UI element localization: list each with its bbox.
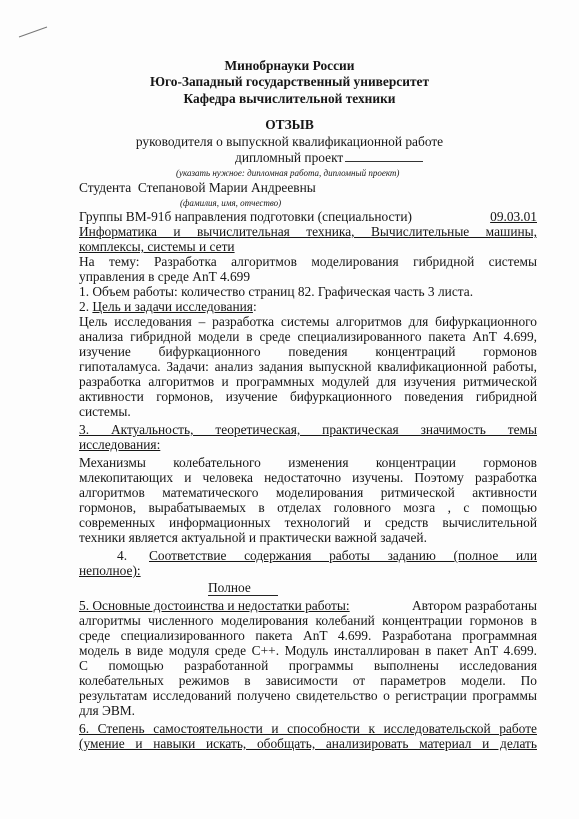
section-2-line: системы. — [79, 404, 131, 419]
direction-name-line2: комплексы, системы и сети — [79, 239, 235, 254]
section-5-heading: 5. Основные достоинства и недостатки работы: — [79, 598, 350, 613]
section-5-line: среде специализированного пакета AnT 4.699. Разработана программная — [79, 628, 537, 643]
section-2-heading: 2. Цель и задачи исследования: — [79, 299, 257, 314]
section-2-line: изучение бифуркационного поведения концентраций гормонов — [79, 344, 537, 359]
section-4-number: 4. — [117, 548, 128, 563]
section-5-first-line — [79, 598, 537, 613]
section-5-line: С помощью разработанной программы выполнены исследования — [79, 658, 537, 673]
group-line — [79, 209, 537, 224]
work-type-field — [235, 150, 423, 165]
section-5-line: для ЭВМ. — [79, 703, 136, 718]
section-1-volume: 1. Объем работы: количество страниц 82. Графическая часть 3 листа. — [79, 284, 474, 299]
section-2-line: активности гормонов, изучение бифуркационного поведения гибридной — [79, 389, 537, 404]
section-4-answer-value: Полное — [208, 580, 278, 596]
section-3-line: гормонов, вырабатываемых в отделах головного мозга , с помощью — [79, 500, 537, 515]
pen-stroke-mark — [18, 26, 48, 38]
section-5-line: Автором разработаны — [411, 598, 537, 613]
section-2-line: анализа гибридной модели в среде специализированного пакета AnT 4.699, — [79, 329, 537, 344]
section-2-line: Цель исследования – разработка системы алгоритмов для бифуркационного — [79, 314, 537, 329]
topic-line2: управления в среде AnT 4.699 — [79, 269, 251, 284]
section-4-answer — [208, 580, 278, 596]
section-4-heading-line1: Соответствие содержания работы заданию (полное или — [149, 548, 537, 563]
section-3-line: техники является актуальной и практически важной задачей. — [79, 530, 427, 545]
section-3-heading-line2: исследования: — [79, 437, 161, 452]
student-line — [79, 180, 316, 195]
section-3-line: современных информационных технологий и средств вычислительной — [79, 515, 537, 530]
section-6-heading-line1: 6. Степень самостоятельности и способности к исследовательской работе — [79, 721, 537, 736]
student-label: Студента — [79, 180, 132, 195]
section-3-line: млекопитающих и человека недостаточно изучены. Поэтому разработка — [79, 470, 537, 485]
section-3-line: Механизмы колебательного изменения концентрации гормонов — [79, 455, 537, 470]
ministry-name: Минобрнауки России — [224, 58, 355, 73]
section-3-heading-line1: 3. Актуальность, теоретическая, практическая значимость темы — [79, 422, 537, 437]
section-3-line: алгоритмов математического моделирования ритмической активности — [79, 485, 537, 500]
direction-name-line1: Информатика и вычислительная техника, Вычислительные машины, — [79, 224, 537, 239]
section-2-line: разработка алгоритмов и программных модулей для изучения ритмической — [79, 374, 537, 389]
student-name: Степановой Марии Андреевны — [137, 180, 316, 195]
direction-code: 09.03.01 — [490, 209, 537, 224]
section-4-heading-line2: неполное): — [79, 563, 141, 578]
work-type-hint: (указать нужное: дипломная работа, дипломный проект) — [176, 168, 400, 178]
section-5-line: результатам исследований получено свидетельство о регистрации программы — [79, 688, 537, 703]
department-name: Кафедра вычислительной техники — [183, 91, 396, 106]
group-prefix: Группы ВМ-91б направления подготовки (специальности) — [79, 209, 412, 224]
section-5-line: алгоритмы численного моделирования колебаний концентрации гормонов в — [79, 613, 537, 628]
section-2-heading-text: Цель и задачи исследования — [92, 299, 253, 314]
document-subtitle: руководителя о выпускной квалификационной работе — [135, 134, 444, 149]
university-name: Юго-Западный государственный университет — [149, 74, 430, 89]
topic-line1: На тему: Разработка алгоритмов моделирования гибридной системы — [79, 254, 537, 269]
section-5-line: колебательных режимов в зависимости от параметров модели. По — [79, 673, 537, 688]
work-type-value: дипломный проект — [235, 150, 344, 165]
section-2-line: гипоталамуса. Задачи: анализ задания выпускной квалификационной работы, — [79, 359, 537, 374]
student-hint: (фамилия, имя, отчество) — [180, 198, 282, 208]
document-title: ОТЗЫВ — [265, 117, 314, 132]
section-5-line: модель в виде модуля среде C++. Модуль инсталлирован в пакет AnT 4.699. — [79, 643, 537, 658]
section-6-heading-line2: (умение и навыки искать, обобщать, анализировать материал и делать — [79, 736, 537, 751]
